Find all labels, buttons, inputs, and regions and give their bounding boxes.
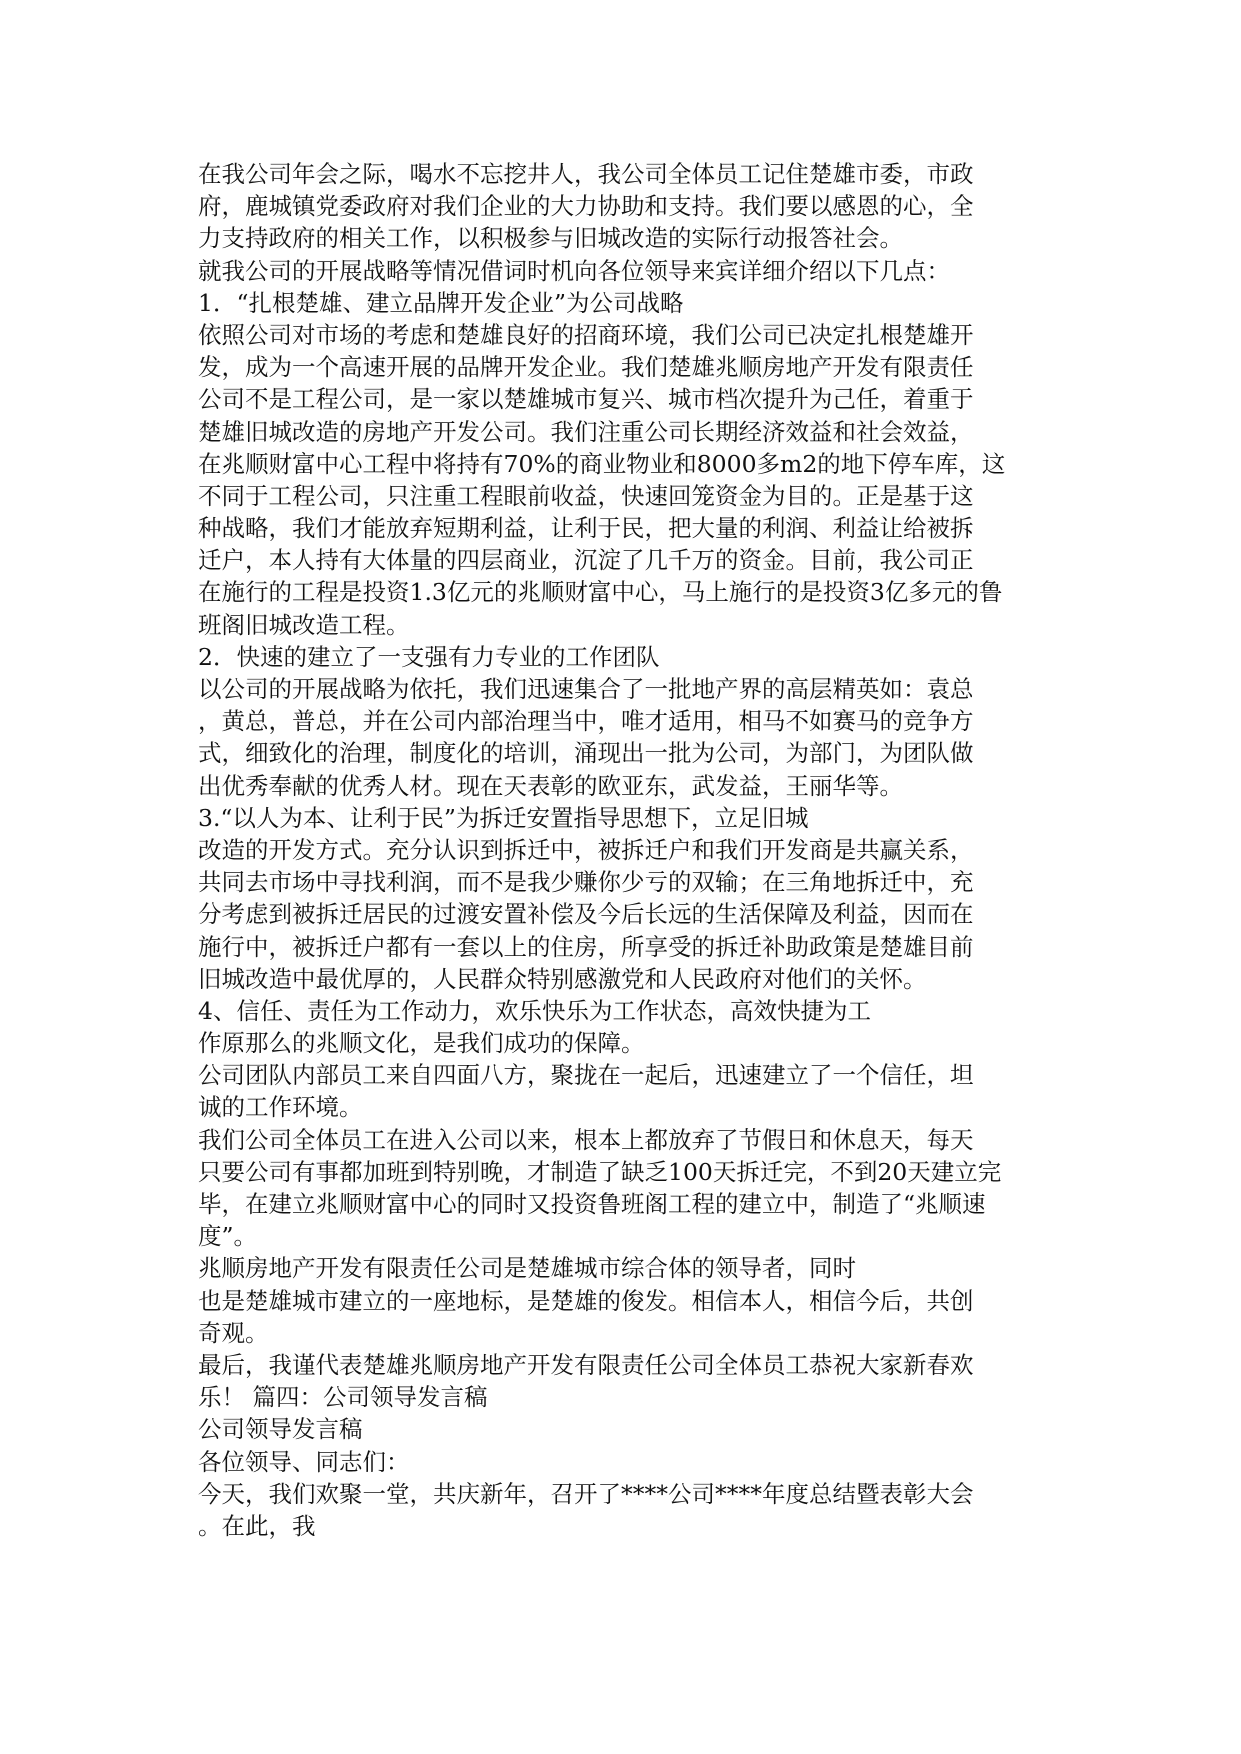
text-line: 改造的开发方式。充分认识到拆迁中，被拆迁户和我们开发商是共赢关系，: [198, 835, 974, 864]
text-line: 2．快速的建立了一支强有力专业的工作团队: [198, 642, 660, 671]
text-line: 府，鹿城镇党委政府对我们企业的大力协助和支持。我们要以感恩的心，全: [198, 192, 974, 221]
text-line: 兆顺房地产开发有限责任公司是楚雄城市综合体的领导者，同时: [198, 1254, 856, 1283]
text-line: 乐！ 篇四：公司领导发言稿: [198, 1383, 488, 1412]
text-line: 出优秀奉献的优秀人材。现在天表彰的欧亚东，武发益，王丽华等。: [198, 771, 903, 800]
text-line: 班阁旧城改造工程。: [198, 610, 410, 639]
text-line: 我们公司全体员工在进入公司以来，根本上都放弃了节假日和休息天，每天: [198, 1125, 974, 1154]
text-line: 。在此，我: [198, 1511, 316, 1540]
text-line: 各位领导、同志们：: [198, 1447, 410, 1476]
text-line: 不同于工程公司，只注重工程眼前收益，快速回笼资金为目的。正是基于这: [198, 481, 974, 510]
text-line: 1．“扎根楚雄、建立品牌开发企业”为公司战略: [198, 288, 684, 317]
text-line: 诚的工作环境。: [198, 1093, 363, 1122]
text-line: 在我公司年会之际，喝水不忘挖井人，我公司全体员工记住楚雄市委，市政: [198, 160, 974, 188]
text-line: 公司团队内部员工来自四面八方，聚拢在一起后，迅速建立了一个信任，坦: [198, 1061, 974, 1090]
text-line: 迁户，本人持有大体量的四层商业，沉淀了几千万的资金。目前，我公司正: [198, 546, 974, 575]
text-line: 楚雄旧城改造的房地产开发公司。我们注重公司长期经济效益和社会效益，: [198, 417, 974, 446]
text-line: 公司不是工程公司，是一家以楚雄城市复兴、城市档次提升为己任，着重于: [198, 385, 974, 414]
text-line: 施行中，被拆迁户都有一套以上的住房，所享受的拆迁补助政策是楚雄目前: [198, 932, 974, 961]
text-line: 4、信任、责任为工作动力，欢乐快乐为工作状态，高效快捷为工: [198, 996, 871, 1025]
text-line: 种战略，我们才能放弃短期利益，让利于民，把大量的利润、利益让给被拆: [198, 514, 974, 543]
text-line: 分考虑到被拆迁居民的过渡安置补偿及今后长远的生活保障及利益，因而在: [198, 900, 974, 929]
text-line: 度”。: [198, 1222, 258, 1251]
text-line: 最后，我谨代表楚雄兆顺房地产开发有限责任公司全体员工恭祝大家新春欢: [198, 1350, 974, 1379]
text-line: 以公司的开展战略为依托，我们迅速集合了一批地产界的高层精英如：袁总: [198, 675, 974, 703]
text-line: 旧城改造中最优厚的，人民群众特别感激党和人民政府对他们的关怀。: [198, 964, 927, 993]
text-line: 式，细致化的治理，制度化的培训，涌现出一批为公司，为部门，为团队做: [198, 739, 974, 768]
document-body: [198, 158, 1060, 1542]
text-line: 奇观。: [198, 1318, 269, 1347]
text-line: 发，成为一个高速开展的品牌开发企业。我们楚雄兆顺房地产开发有限责任: [198, 353, 974, 382]
text-line: 在兆顺财富中心工程中将持有70%的商业物业和8000多m2的地下停车库，这: [198, 449, 1006, 478]
text-line: 公司领导发言稿: [198, 1415, 363, 1444]
text-line: 依照公司对市场的考虑和楚雄良好的招商环境，我们公司已决定扎根楚雄开: [198, 320, 974, 349]
text-line: 作原那么的兆顺文化，是我们成功的保障。: [198, 1029, 645, 1058]
text-line: 力支持政府的相关工作，以积极参与旧城改造的实际行动报答社会。: [198, 224, 903, 253]
text-line: 3.“以人为本、让利于民”为拆迁安置指导思想下，立足旧城: [198, 803, 809, 832]
text-line: 今天，我们欢聚一堂，共庆新年，召开了****公司****年度总结暨表彰大会: [198, 1479, 974, 1508]
text-line: 在施行的工程是投资1.3亿元的兆顺财富中心，马上施行的是投资3亿多元的鲁: [198, 578, 1003, 607]
text-line: ，黄总，普总，并在公司内部治理当中，唯才适用，相马不如赛马的竞争方: [198, 707, 974, 736]
text-line: 共同去市场中寻找利润，而不是我少赚你少亏的双输；在三角地拆迁中，充: [198, 868, 974, 897]
text-line: 就我公司的开展战略等情况借词时机向各位领导来宾详细介绍以下几点：: [198, 256, 950, 285]
text-line: 也是楚雄城市建立的一座地标，是楚雄的俊发。相信本人，相信今后，共创: [198, 1286, 974, 1315]
text-line: 毕，在建立兆顺财富中心的同时又投资鲁班阁工程的建立中，制造了“兆顺速: [198, 1190, 986, 1218]
text-line: 只要公司有事都加班到特别晚，才制造了缺乏100天拆迁完，不到20天建立完: [198, 1157, 1002, 1186]
